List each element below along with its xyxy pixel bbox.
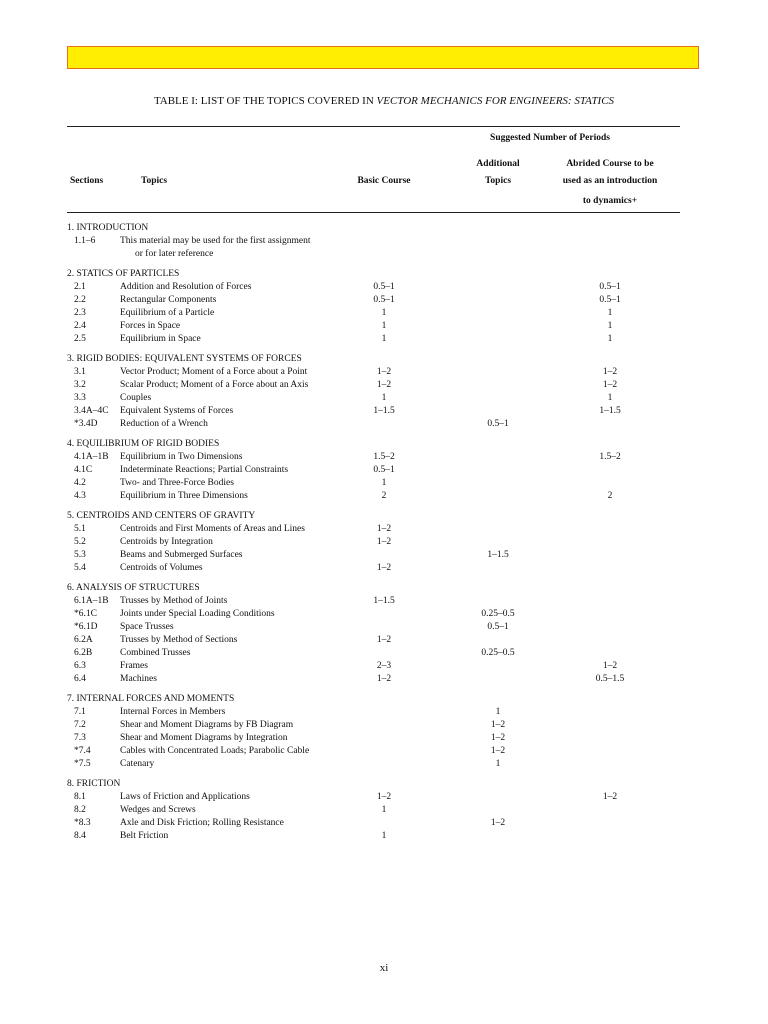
- abridged-course-periods: 1: [607, 308, 613, 318]
- basic-course-periods: 2–3: [376, 661, 392, 671]
- table-row: [0, 392, 768, 405]
- section-number: *7.4: [74, 746, 91, 756]
- section-number: 8.2: [74, 805, 86, 815]
- table-row: [0, 660, 768, 673]
- additional-topics-periods: 1: [495, 707, 501, 717]
- chapter-title: 2. STATICS OF PARTICLES: [67, 269, 180, 279]
- basic-course-periods: 1–1.5: [373, 406, 395, 416]
- section-number: 8.1: [74, 792, 86, 802]
- table-row: [0, 817, 768, 830]
- table-row: [0, 464, 768, 477]
- abridged-course-periods: 1: [607, 393, 613, 403]
- topic-name: Laws of Friction and Applications: [120, 792, 250, 802]
- section-number: 5.4: [74, 563, 86, 573]
- table-row: [0, 621, 768, 634]
- section-number: 6.4: [74, 674, 86, 684]
- abridged-course-periods: 0.5–1: [599, 295, 621, 305]
- basic-course-periods: 1–2: [376, 792, 392, 802]
- topic-name: Equilibrium in Two Dimensions: [120, 452, 243, 462]
- section-number: *6.1C: [74, 609, 97, 619]
- section-number: 3.1: [74, 367, 86, 377]
- table-row: [0, 379, 768, 392]
- topic-continuation: [0, 248, 768, 261]
- chapter-title: 1. INTRODUCTION: [67, 223, 149, 233]
- table-row: [0, 706, 768, 719]
- header-abridged-line1: Abrided Course to be: [566, 159, 654, 169]
- header-additional-line2: Topics: [484, 176, 512, 186]
- table-row: [0, 647, 768, 660]
- basic-course-periods: 0.5–1: [373, 295, 395, 305]
- chapter-heading: [0, 582, 768, 595]
- chapter-title: 7. INTERNAL FORCES AND MOMENTS: [67, 694, 235, 704]
- table-row: [0, 294, 768, 307]
- section-number: 7.2: [74, 720, 86, 730]
- basic-course-periods: 1: [381, 308, 387, 318]
- header-basic-course: Basic Course: [357, 176, 411, 186]
- table-title-prefix: TABLE I: LIST OF THE TOPICS COVERED IN: [153, 95, 377, 107]
- table-row: [0, 235, 768, 248]
- basic-course-periods: 1: [381, 831, 387, 841]
- topic-name: This material may be used for the first assignment: [120, 236, 311, 246]
- chapter-title: 3. RIGID BODIES: EQUIVALENT SYSTEMS OF FORCES: [67, 354, 302, 364]
- additional-topics-periods: 1–2: [490, 746, 506, 756]
- table-row: [0, 562, 768, 575]
- section-number: *3.4D: [74, 419, 98, 429]
- section-number: *7.5: [74, 759, 91, 769]
- table-row: [0, 549, 768, 562]
- basic-course-periods: 0.5–1: [373, 465, 395, 475]
- header-sections: Sections: [70, 176, 104, 186]
- additional-topics-periods: 1–1.5: [487, 550, 509, 560]
- table-row: [0, 477, 768, 490]
- section-number: *8.3: [74, 818, 91, 828]
- table-row: [0, 366, 768, 379]
- table-row: [0, 719, 768, 732]
- table-row: [0, 732, 768, 745]
- section-number: 2.4: [74, 321, 86, 331]
- topic-name: Space Trusses: [120, 622, 174, 632]
- section-number: 3.3: [74, 393, 86, 403]
- table-row: [0, 418, 768, 431]
- section-number: 7.1: [74, 707, 86, 717]
- section-number: 5.2: [74, 537, 86, 547]
- chapter-heading: [0, 438, 768, 451]
- abridged-course-periods: 1: [607, 321, 613, 331]
- additional-topics-periods: 1–2: [490, 720, 506, 730]
- table-row: [0, 791, 768, 804]
- table-row: [0, 405, 768, 418]
- section-number: 6.2A: [74, 635, 93, 645]
- basic-course-periods: 1–2: [376, 537, 392, 547]
- additional-topics-periods: 1–2: [490, 818, 506, 828]
- table-row: [0, 634, 768, 647]
- table-row: [0, 320, 768, 333]
- chapter-title: 6. ANALYSIS OF STRUCTURES: [67, 583, 200, 593]
- table-row: [0, 307, 768, 320]
- topic-name: Forces in Space: [120, 321, 181, 331]
- section-number: 7.3: [74, 733, 86, 743]
- table-row: [0, 281, 768, 294]
- topic-name: Scalar Product; Moment of a Force about an Axis: [120, 380, 309, 390]
- chapter-heading: [0, 693, 768, 706]
- chapter-heading: [0, 778, 768, 791]
- topic-name: Trusses by Method of Sections: [120, 635, 238, 645]
- basic-course-periods: 1.5–2: [373, 452, 395, 462]
- section-number: 5.3: [74, 550, 86, 560]
- section-number: 2.3: [74, 308, 86, 318]
- abridged-course-periods: 1–1.5: [599, 406, 621, 416]
- additional-topics-periods: 1: [495, 759, 501, 769]
- topic-name: Combined Trusses: [120, 648, 191, 658]
- table-row: [0, 595, 768, 608]
- section-number: 4.2: [74, 478, 86, 488]
- additional-topics-periods: 0.5–1: [487, 419, 509, 429]
- topic-name: Indeterminate Reactions; Partial Constraints: [120, 465, 289, 475]
- topic-name: Beams and Submerged Surfaces: [120, 550, 243, 560]
- topic-name: Rectangular Components: [120, 295, 217, 305]
- table-row: [0, 673, 768, 686]
- chapter-title: 4. EQUILIBRIUM OF RIGID BODIES: [67, 439, 220, 449]
- header-additional-line1: Additional: [476, 159, 520, 169]
- topic-name: Reduction of a Wrench: [120, 419, 208, 429]
- topic-name: Internal Forces in Members: [120, 707, 226, 717]
- topic-name: Wedges and Screws: [120, 805, 196, 815]
- abridged-course-periods: 0.5–1: [599, 282, 621, 292]
- topic-name: Equilibrium of a Particle: [120, 308, 215, 318]
- section-number: 8.4: [74, 831, 86, 841]
- topic-name: Cables with Concentrated Loads; Parabolic Cable: [120, 746, 310, 756]
- abridged-course-periods: 2: [607, 491, 613, 501]
- section-number: 4.3: [74, 491, 86, 501]
- table-row: [0, 536, 768, 549]
- section-number: 1.1–6: [74, 236, 96, 246]
- abridged-course-periods: 1–2: [602, 792, 618, 802]
- table-row: [0, 745, 768, 758]
- basic-course-periods: 1: [381, 334, 387, 344]
- basic-course-periods: 1: [381, 805, 387, 815]
- topic-name: Equilibrium in Space: [120, 334, 201, 344]
- topic-name: Shear and Moment Diagrams by FB Diagram: [120, 720, 294, 730]
- abridged-course-periods: 1–2: [602, 367, 618, 377]
- basic-course-periods: 0.5–1: [373, 282, 395, 292]
- topic-name: Belt Friction: [120, 831, 169, 841]
- section-number: 3.4A–4C: [74, 406, 109, 416]
- header-group: Suggested Number of Periods: [490, 133, 610, 143]
- topic-name: Joints under Special Loading Conditions: [120, 609, 275, 619]
- topic-name: Frames: [120, 661, 148, 671]
- header-topics: Topics: [141, 176, 168, 186]
- header-abridged-line2: used as an introduction: [562, 176, 658, 186]
- chapter-heading: [0, 510, 768, 523]
- basic-course-periods: 1: [381, 478, 387, 488]
- topic-name: Vector Product; Moment of a Force about a Point: [120, 367, 308, 377]
- topic-name: Machines: [120, 674, 157, 684]
- table-title-book: VECTOR MECHANICS FOR ENGINEERS: STATICS: [376, 95, 615, 107]
- topic-name: Shear and Moment Diagrams by Integration: [120, 733, 288, 743]
- topic-name: Centroids of Volumes: [120, 563, 203, 573]
- header-abridged-line3: to dynamics+: [582, 196, 638, 206]
- topic-name: Two- and Three-Force Bodies: [120, 478, 234, 488]
- section-number: 6.3: [74, 661, 86, 671]
- topic-name: Centroids and First Moments of Areas and Lines: [120, 524, 305, 534]
- section-number: 2.1: [74, 282, 86, 292]
- table-row: [0, 523, 768, 536]
- section-number: 6.2B: [74, 648, 93, 658]
- chapter-heading: [0, 268, 768, 281]
- basic-course-periods: 1–2: [376, 674, 392, 684]
- additional-topics-periods: 1–2: [490, 733, 506, 743]
- topic-name: Centroids by Integration: [120, 537, 213, 547]
- topic-name: Trusses by Method of Joints: [120, 596, 228, 606]
- topic-name: Catenary: [120, 759, 155, 769]
- abridged-course-periods: 1.5–2: [599, 452, 621, 462]
- abridged-course-periods: 1: [607, 334, 613, 344]
- table-row: [0, 490, 768, 503]
- section-number: 2.5: [74, 334, 86, 344]
- table-row: [0, 830, 768, 843]
- section-number: *6.1D: [74, 622, 98, 632]
- abridged-course-periods: 0.5–1.5: [595, 674, 625, 684]
- basic-course-periods: 1–2: [376, 380, 392, 390]
- topic-name: Equivalent Systems of Forces: [120, 406, 234, 416]
- topic-name: Axle and Disk Friction; Rolling Resistance: [120, 818, 284, 828]
- abridged-course-periods: 1–2: [602, 661, 618, 671]
- section-number: 5.1: [74, 524, 86, 534]
- chapter-title: 8. FRICTION: [67, 779, 121, 789]
- chapter-heading: [0, 222, 768, 235]
- table-row: [0, 451, 768, 464]
- basic-course-periods: 2: [381, 491, 387, 501]
- chapter-title: 5. CENTROIDS AND CENTERS OF GRAVITY: [67, 511, 256, 521]
- topic-text: or for later reference: [135, 249, 214, 259]
- table-row: [0, 608, 768, 621]
- basic-course-periods: 1–2: [376, 367, 392, 377]
- section-number: 2.2: [74, 295, 86, 305]
- chapter-heading: [0, 353, 768, 366]
- basic-course-periods: 1: [381, 321, 387, 331]
- topic-name: Addition and Resolution of Forces: [120, 282, 252, 292]
- topic-name: Couples: [120, 393, 152, 403]
- section-number: 6.1A–1B: [74, 596, 109, 606]
- page-number: xi: [379, 962, 389, 974]
- table-row: [0, 333, 768, 346]
- basic-course-periods: 1–2: [376, 524, 392, 534]
- section-number: 4.1C: [74, 465, 93, 475]
- table-row: [0, 804, 768, 817]
- basic-course-periods: 1: [381, 393, 387, 403]
- additional-topics-periods: 0.25–0.5: [481, 648, 515, 658]
- abridged-course-periods: 1–2: [602, 380, 618, 390]
- section-number: 3.2: [74, 380, 86, 390]
- table-row: [0, 758, 768, 771]
- basic-course-periods: 1–2: [376, 635, 392, 645]
- topic-name: Equilibrium in Three Dimensions: [120, 491, 248, 501]
- basic-course-periods: 1–2: [376, 563, 392, 573]
- basic-course-periods: 1–1.5: [373, 596, 395, 606]
- additional-topics-periods: 0.25–0.5: [481, 609, 515, 619]
- additional-topics-periods: 0.5–1: [487, 622, 509, 632]
- section-number: 4.1A–1B: [74, 452, 109, 462]
